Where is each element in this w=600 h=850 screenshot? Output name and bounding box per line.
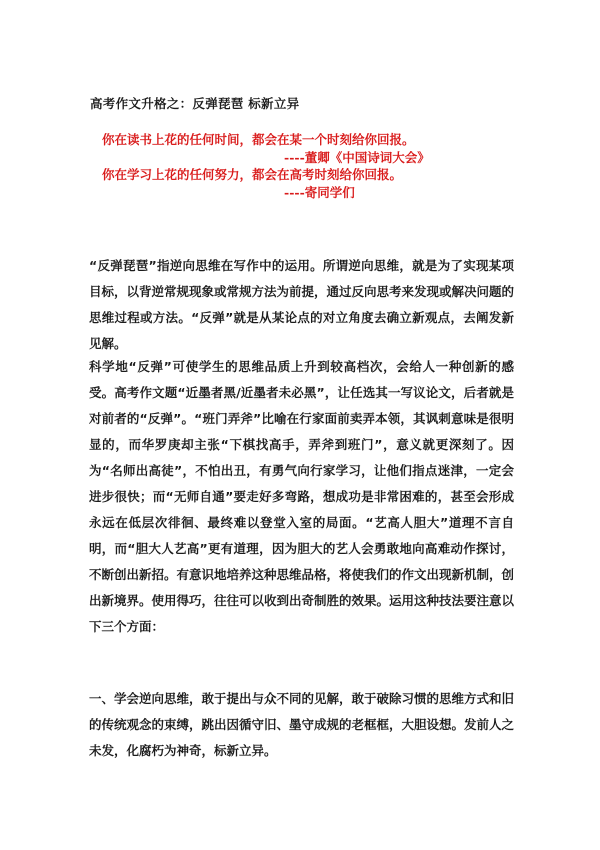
paragraph-1: “反弹琵琶”指逆向思维在写作中的运用。所谓逆向思维，就是为了实现某项目标，以背逆常规现象或常规方法为前提，通过反向思考来发现或解决问题的思维过程或方法。“反弹”就是从某论点的对立角度去确立新观点，去阐发新见解。 [89,258,515,351]
document-title: 高考作文升格之：反弹琵琶 标新立异 [90,96,300,111]
quote-attribution-2: ----寄同学们 [284,185,355,200]
quote-attribution-1: ----董卿《中国诗词大会》 [284,150,430,165]
paragraph-3: 一、学会逆向思维，敢于提出与众不同的见解，敢于破除习惯的思维方式和旧的传统观念的束缚，跳出因循守旧、墨守成规的老框框，大胆设想。发前人之未发，化腐朽为神奇，标新立异。 [89,691,515,758]
paragraph-2: 科学地“反弹”可使学生的思维品质上升到较高档次，会给人一种创新的感受。高考作文题“近墨者黑/近墨者未必黑”，让任选其一写议论文，后者就是对前者的“反弹”。“班门弄斧”比喻在行家面前卖弄本领，其讽刺意味是很明显的，而华罗庚却主张“下棋找高手，弄斧到班门”，意义就更深刻了。因为“名师出高徒”，不怕出丑，有勇气向行家学习，让他们指点迷津，一定会进步很快；而“无师自通”要走好多弯路，想成功是非常困难的，甚至会形成永远在低层次徘徊、最终难以登堂入室的局面。“艺高人胆大”道理不言自明，而“胆大人艺高”更有道理，因为胆大的艺人会勇敢地向高难动作探讨，不断创出新招。有意识地培养这种思维品格，将使我们的作文出现新机制，创出新境界。使用得巧，往往可以收到出奇制胜的效果。运用这种技法要注意以下三个方面： [89,359,515,634]
quote-line-1: 你在读书上花的任何时间，都会在某一个时刻给你回报。 [102,132,415,147]
quote-line-2: 你在学习上花的任何努力，都会在高考时刻给你回报。 [102,167,403,182]
